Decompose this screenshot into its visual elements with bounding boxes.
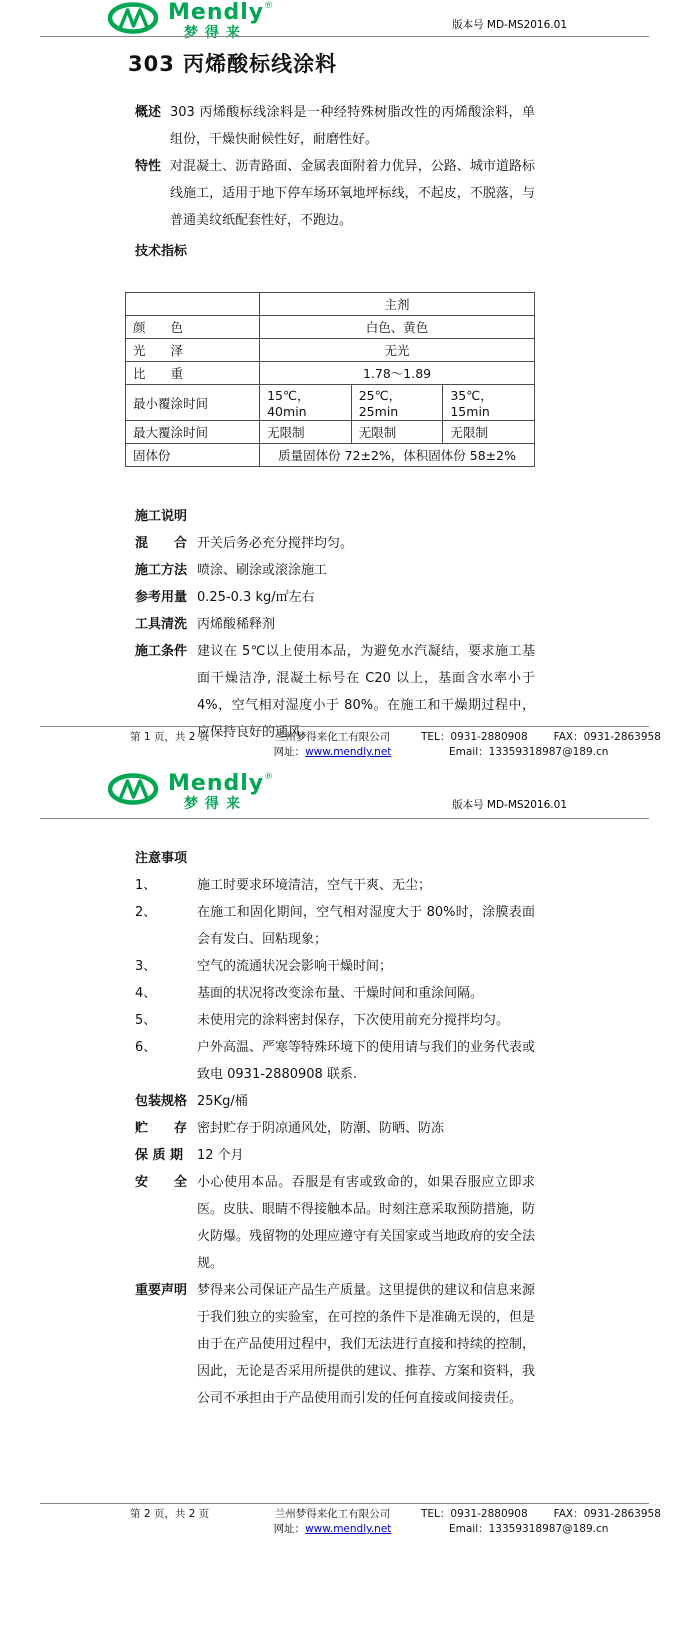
brand-name-cn: 梦得来 <box>184 796 247 812</box>
dosage-label: 参考用量 <box>135 590 188 605</box>
row-label-color: 颜 色 <box>126 316 260 339</box>
storage-label: 贮 存 <box>135 1121 188 1136</box>
dosage-text: 0.25-0.3 kg/㎡左右 <box>197 590 315 605</box>
logo-text <box>168 773 273 811</box>
company-logo <box>108 773 273 811</box>
site-label: 网址： <box>273 746 306 758</box>
condition-text: 建议在 5℃以上使用本品，为避免水汽凝结，要求施工基面干燥洁净, 混凝土标号在 C20 以上，基面含水率小于 4%，空气相对湿度小于 80%。在施工和干燥期过程中，应保持良好的通风。 <box>197 644 535 740</box>
shelf-life-label: 保 质 期 <box>135 1148 184 1163</box>
row-value-color: 白色、黄色 <box>260 316 535 339</box>
row-value-solids: 质量固体份 72±2%，体积固体份 58±2% <box>260 444 535 467</box>
mixing-text: 开关后务必充分搅拌均匀。 <box>197 536 354 551</box>
table-row-header <box>126 293 535 316</box>
registered-mark: ® <box>264 772 274 782</box>
row-label-gloss: 光 泽 <box>126 339 260 362</box>
tech-specs-heading: 技术指标 <box>135 244 188 259</box>
condition-label: 施工条件 <box>135 644 188 659</box>
page-title: 303 丙烯酸标线涂料 <box>128 52 338 76</box>
overview-text: 303 丙烯酸标线涂料是一种经特殊树脂改性的丙烯酸涂料，单组份，干燥快耐候性好，耐磨性好。 <box>170 105 535 147</box>
brand-name: Mendly <box>168 771 265 796</box>
footer-contact-block <box>421 730 661 760</box>
brand-name-cn: 梦得来 <box>184 25 247 41</box>
method-row <box>135 557 535 584</box>
table-cell-empty <box>126 293 260 316</box>
note-number: 4、 <box>135 986 157 1001</box>
note-number: 5、 <box>135 1013 157 1028</box>
feature-section <box>135 153 535 234</box>
min-recoat-25c: 25℃，25min <box>351 385 443 421</box>
mendly-logo-icon <box>108 2 162 34</box>
brand-name: Mendly <box>168 0 265 25</box>
note-item-6 <box>135 1034 535 1088</box>
table-row-color <box>126 316 535 339</box>
tel-number: TEL：0931-2880908 <box>421 731 528 743</box>
max-recoat-15c: 无限制 <box>260 421 352 444</box>
table-row-solids <box>126 444 535 467</box>
mixing-label: 混 合 <box>135 536 188 551</box>
registered-mark: ® <box>264 1 274 11</box>
note-item-2 <box>135 899 535 953</box>
site-label: 网址： <box>273 1523 306 1535</box>
row-label-max-recoat: 最大覆涂时间 <box>126 421 260 444</box>
min-recoat-35c: 35℃，15min <box>443 385 535 421</box>
table-col-header: 主剂 <box>260 293 535 316</box>
packing-label: 包装规格 <box>135 1094 188 1109</box>
safety-text: 小心使用本品。吞服是有害或致命的，如果吞服应立即求医。皮肤、眼睛不得接触本品。时刻注意采取预防措施，防火防爆。残留物的处理应遵守有关国家或当地政府的安全法规。 <box>197 1175 536 1271</box>
page-number: 第 1 页，共 2 页 <box>130 731 210 743</box>
shelf-life-text: 12 个月 <box>197 1148 244 1163</box>
header-divider <box>40 36 649 37</box>
company-logo <box>108 2 273 40</box>
tech-specs-table <box>125 292 535 467</box>
feature-text: 对混凝土、沥青路面、金属表面附着力优异，公路、城市道路标线施工，适用于地下停车场环氧地坪标线，不起皮，不脱落，与普通美纹纸配套性好，不跑边。 <box>170 159 535 228</box>
page2-content <box>0 845 687 1412</box>
note-number: 6、 <box>135 1040 157 1055</box>
tool-clean-text: 丙烯酸稀释剂 <box>197 617 276 632</box>
table-row-min-recoat <box>126 385 535 421</box>
statement-text: 梦得来公司保证产品生产质量。这里提供的建议和信息来源于我们独立的实验室，在可控的条件下是准确无误的，但是由于在产品使用过程中，我们无法进行直接和持续的控制，因此，无论是否采用所提供的建议、推荐、方案和资料，我公司不承担由于产品使用而引发的任何直接或间接责任。 <box>197 1283 536 1406</box>
datasheet-page-2 <box>0 765 687 1638</box>
header-divider <box>40 818 649 819</box>
note-item-3 <box>135 953 535 980</box>
email-address: Email：13359318987@189.cn <box>449 1523 609 1535</box>
note-text: 基面的状况将改变涂布量、干燥时间和重涂间隔。 <box>197 986 484 1001</box>
packing-row <box>135 1088 535 1115</box>
shelf-life-row <box>135 1142 535 1169</box>
safety-label: 安 全 <box>135 1175 188 1190</box>
storage-text: 密封贮存于阴凉通风处，防潮、防晒、防冻 <box>197 1121 445 1136</box>
note-item-1 <box>135 872 535 899</box>
safety-row <box>135 1169 535 1277</box>
tool-clean-row <box>135 611 535 638</box>
overview-label: 概述 <box>135 105 162 120</box>
page1-content <box>0 48 687 746</box>
page1-footer <box>0 726 687 760</box>
footer-company-block <box>250 730 415 760</box>
company-name: 兰州梦得来化工有限公司 <box>274 731 391 743</box>
construction-rows <box>135 530 535 746</box>
statement-label: 重要声明 <box>135 1283 188 1298</box>
max-recoat-25c: 无限制 <box>351 421 443 444</box>
page-number: 第 2 页，共 2 页 <box>130 1508 210 1520</box>
page2-footer <box>0 1503 687 1537</box>
website-link[interactable]: www.mendly.net <box>305 746 392 758</box>
version-label: 版本号 MD-MS2016.01 <box>452 799 567 811</box>
storage-row <box>135 1115 535 1142</box>
notes-heading: 注意事项 <box>135 851 188 866</box>
packing-text: 25Kg/桶 <box>197 1094 248 1109</box>
note-text: 在施工和固化期间，空气相对湿度大于 80%时，涂膜表面会有发白、回粘现象； <box>197 905 535 947</box>
method-label: 施工方法 <box>135 563 188 578</box>
tool-clean-label: 工具清洗 <box>135 617 188 632</box>
mendly-logo-icon <box>108 773 162 805</box>
note-item-5 <box>135 1007 535 1034</box>
mixing-row <box>135 530 535 557</box>
note-number: 3、 <box>135 959 157 974</box>
fax-number: FAX：0931-2863958 <box>553 731 661 743</box>
datasheet-page-1 <box>0 0 687 765</box>
row-label-density: 比 重 <box>126 362 260 385</box>
feature-label: 特性 <box>135 159 162 174</box>
table-row-max-recoat <box>126 421 535 444</box>
page1-header <box>0 0 687 41</box>
fax-number: FAX：0931-2863958 <box>553 1508 661 1520</box>
company-name: 兰州梦得来化工有限公司 <box>274 1508 391 1520</box>
row-label-min-recoat: 最小覆涂时间 <box>126 385 260 421</box>
email-address: Email：13359318987@189.cn <box>449 746 609 758</box>
note-item-4 <box>135 980 535 1007</box>
table-row-density <box>126 362 535 385</box>
overview-section <box>135 99 535 153</box>
note-number: 2、 <box>135 905 157 920</box>
row-label-solids: 固体份 <box>126 444 260 467</box>
method-text: 喷涂、刷涂或滚涂施工 <box>197 563 328 578</box>
tel-number: TEL：0931-2880908 <box>421 1508 528 1520</box>
row-value-density: 1.78～1.89 <box>260 362 535 385</box>
website-link[interactable]: www.mendly.net <box>305 1523 392 1535</box>
note-text: 未使用完的涂料密封保存，下次使用前充分搅拌均匀。 <box>197 1013 510 1028</box>
note-text: 空气的流通状况会影响干燥时间； <box>197 959 393 974</box>
note-text: 户外高温、严寒等特殊环境下的使用请与我们的业务代表或致电 0931-2880908 联系. <box>197 1040 536 1082</box>
table-row-gloss <box>126 339 535 362</box>
statement-row <box>135 1277 535 1412</box>
page2-header <box>0 765 687 818</box>
max-recoat-35c: 无限制 <box>443 421 535 444</box>
logo-text <box>168 2 273 40</box>
min-recoat-15c: 15℃，40min <box>260 385 352 421</box>
row-value-gloss: 无光 <box>260 339 535 362</box>
construction-heading: 施工说明 <box>135 509 188 524</box>
footer-company-block <box>250 1507 415 1537</box>
dosage-row <box>135 584 535 611</box>
note-text: 施工时要求环境清洁，空气干爽、无尘； <box>197 878 432 893</box>
version-label: 版本号 MD-MS2016.01 <box>452 19 567 31</box>
footer-contact-block <box>421 1507 661 1537</box>
note-number: 1、 <box>135 878 157 893</box>
